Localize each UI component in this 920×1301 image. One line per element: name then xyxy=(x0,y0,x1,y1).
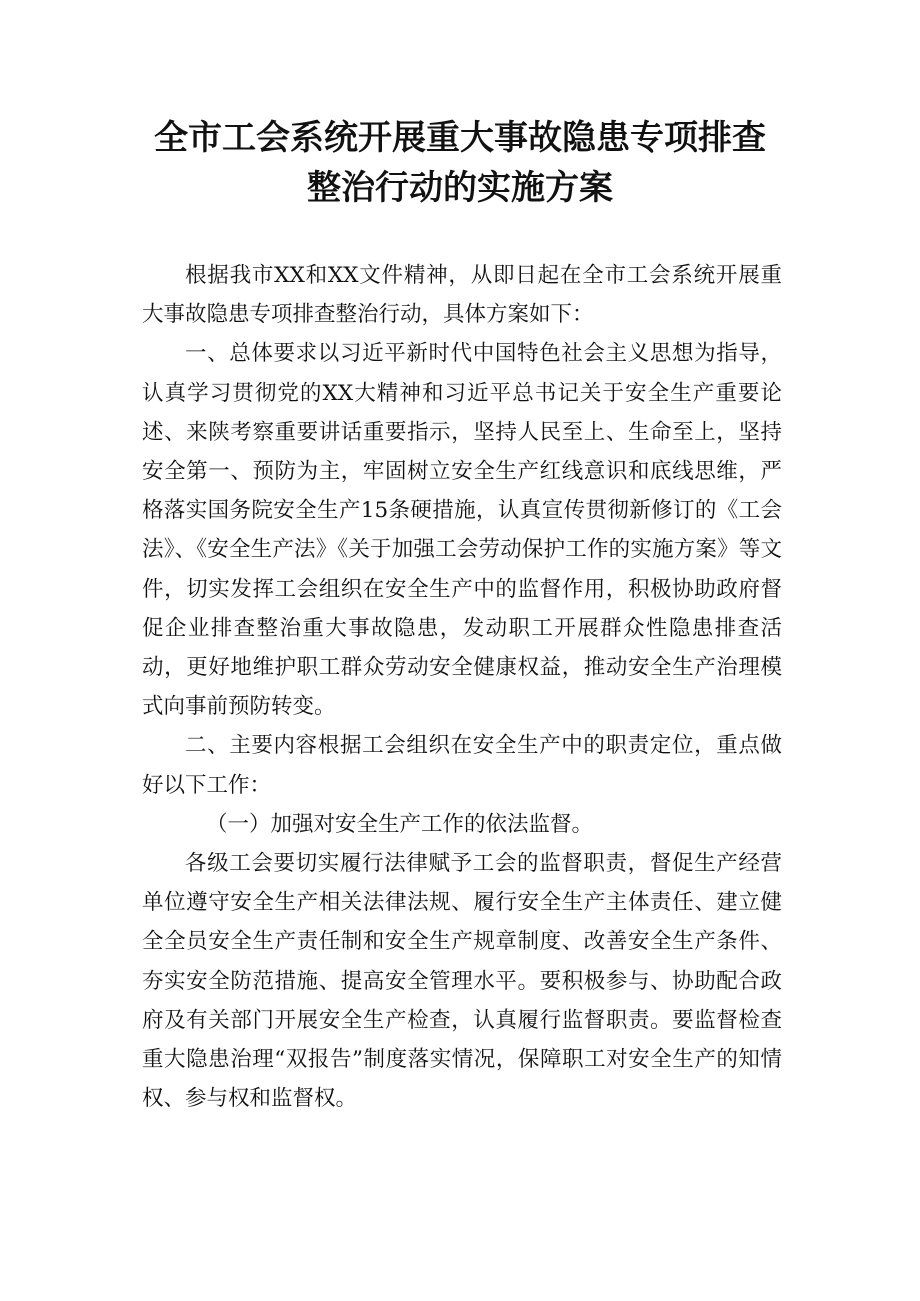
document-title-line-2: 整治行动的实施方案 xyxy=(307,168,613,208)
document-title-line-1: 全市工会系统开展重大事故隐患专项排查 xyxy=(154,118,766,158)
paragraph-intro: 根据我市XX和XX文件精神，从即日起在全市工会系统开展重大事故隐患专项排查整治行动，具体方案如下： xyxy=(142,263,782,328)
subheading-legal-supervision: （一）加强对安全生产工作的依法监督。 xyxy=(206,811,594,837)
paragraph-main-content: 二、主要内容根据工会组织在安全生产中的职责定位，重点做好以下工作： xyxy=(142,733,782,798)
paragraph-supervision-duties: 各级工会要切实履行法律赋予工会的监督职责，督促生产经营单位遵守安全生产相关法律法规、履行安全生产主体责任、建立健全全员安全生产责任制和安全生产规章制度、改善安全生产条件、夯实安全防范措施、提高安全管理水平。要积极参与、协助配合政府及有关部门开展安全生产检查，认真履行监督职责。要监督检查重大隐患治理“双报告”制度落实情况，保障职工对安全生产的知情权、参与权和监督权。 xyxy=(142,851,782,1112)
document-body xyxy=(142,256,782,1118)
paragraph-general-requirements: 一、总体要求以习近平新时代中国特色社会主义思想为指导，认真学习贯彻党的XX大精神和习近平总书记关于安全生产重要论述、来陕考察重要讲话重要指示，坚持人民至上、生命至上，坚持安全第一、预防为主，牢固树立安全生产红线意识和底线思维，严格落实国务院安全生产15条硬措施，认真宣传贯彻新修订的《工会法》、《安全生产法》《关于加强工会劳动保护工作的实施方案》等文件，切实发挥工会组织在安全生产中的监督作用，积极协助政府督促企业排查整治重大事故隐患，发动职工开展群众性隐患排查活动，更好地维护职工群众劳动安全健康权益，推动安全生产治理模式向事前预防转变。 xyxy=(142,341,782,720)
